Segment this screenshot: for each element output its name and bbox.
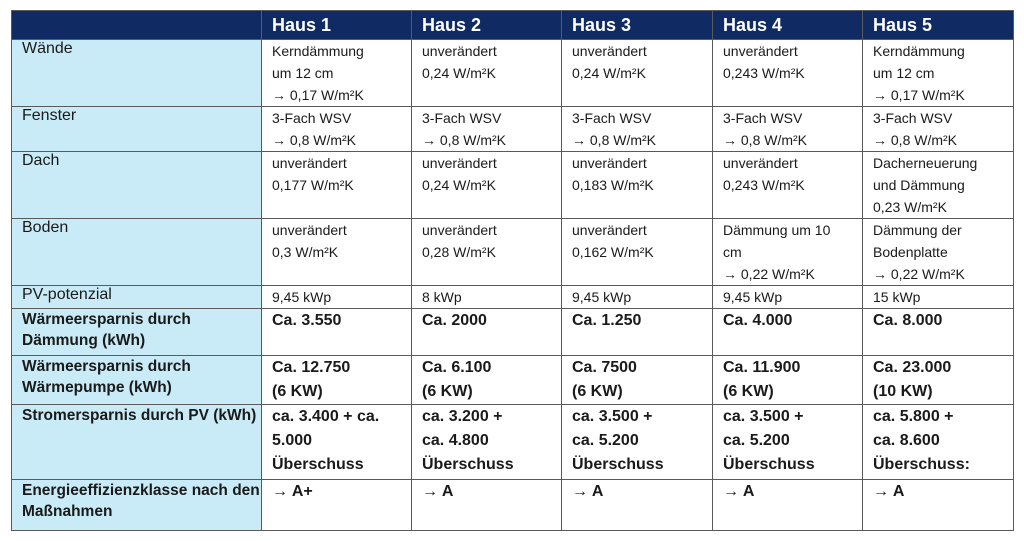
cell-line: 0,243 W/m²K — [723, 177, 805, 193]
cell-line: (6 KW) — [723, 383, 774, 400]
cell-line: unverändert — [723, 155, 798, 171]
cell-fenster-haus-2 — [412, 107, 562, 152]
cell-stromersparnis-pv-haus-3 — [562, 405, 713, 480]
cell-waende-haus-4 — [713, 40, 863, 107]
cell-line: 0,162 W/m²K — [572, 244, 654, 260]
cell-line: ca. 3.500 + — [572, 408, 653, 425]
cell-line: Überschuss — [422, 456, 514, 473]
header-haus-1: Haus 1 — [262, 11, 412, 40]
cell-dach-haus-5 — [863, 152, 1014, 219]
cell-waermeersparnis-waermepumpe-haus-2 — [412, 356, 562, 405]
house-comparison-table — [11, 10, 1014, 531]
header-haus-5: Haus 5 — [863, 11, 1014, 40]
row-label-waermeersparnis-waermepumpe: Wärmeersparnis durch Wärmepumpe (kWh) — [12, 356, 262, 405]
cell-line: 3-Fach WSV — [873, 110, 953, 126]
cell-line: Ca. 8.000 — [873, 312, 943, 329]
cell-waermeersparnis-daemmung-haus-3 — [562, 309, 713, 356]
cell-line: → 0,22 W/m²K — [873, 266, 965, 282]
row-label-waende: Wände — [12, 40, 262, 107]
cell-line: Ca. 23.000 — [873, 359, 952, 376]
cell-line: 9,45 kWp — [723, 289, 783, 305]
row-waermeersparnis-daemmung — [12, 309, 1014, 356]
cell-stromersparnis-pv-haus-4 — [713, 405, 863, 480]
cell-waermeersparnis-waermepumpe-haus-5 — [863, 356, 1014, 405]
cell-line: 0,24 W/m²K — [572, 65, 646, 81]
cell-waermeersparnis-daemmung-haus-5 — [863, 309, 1014, 356]
cell-line: Überschuss — [272, 456, 364, 473]
cell-line: Ca. 11.900 — [723, 359, 801, 376]
cell-line: → 0,8 W/m²K — [572, 132, 657, 148]
cell-line: Dämmung um 10 — [723, 222, 831, 238]
cell-line: 3-Fach WSV — [572, 110, 652, 126]
cell-line: → A — [422, 483, 454, 500]
cell-line: Dämmung der — [873, 222, 962, 238]
row-pv-potenzial — [12, 286, 1014, 309]
cell-line: Bodenplatte — [873, 244, 948, 260]
row-label-waermeersparnis-daemmung: Wärmeersparnis durch Dämmung (kWh) — [12, 309, 262, 356]
cell-stromersparnis-pv-haus-1 — [262, 405, 412, 480]
cell-dach-haus-4 — [713, 152, 863, 219]
cell-line: → 0,22 W/m²K — [723, 266, 815, 282]
cell-boden-haus-1 — [262, 219, 412, 286]
cell-waermeersparnis-waermepumpe-haus-3 — [562, 356, 713, 405]
row-dach — [12, 152, 1014, 219]
cell-line: Kerndämmung — [873, 43, 965, 59]
cell-line: (6 KW) — [572, 383, 623, 400]
cell-fenster-haus-5 — [863, 107, 1014, 152]
row-boden — [12, 219, 1014, 286]
cell-line: Ca. 3.550 — [272, 312, 342, 329]
cell-line: ca. 8.600 — [873, 432, 940, 449]
cell-line: 0,183 W/m²K — [572, 177, 654, 193]
row-label-stromersparnis-pv: Stromersparnis durch PV (kWh) — [12, 405, 262, 480]
cell-line: unverändert — [272, 155, 347, 171]
cell-line: 3-Fach WSV — [422, 110, 502, 126]
cell-line: unverändert — [422, 222, 497, 238]
cell-line: (10 KW) — [873, 383, 933, 400]
header-haus-4: Haus 4 — [713, 11, 863, 40]
cell-line: Ca. 7500 — [572, 359, 637, 376]
cell-stromersparnis-pv-haus-2 — [412, 405, 562, 480]
cell-line: um 12 cm — [873, 65, 935, 81]
cell-line: 0,243 W/m²K — [723, 65, 805, 81]
cell-line: Kerndämmung — [272, 43, 364, 59]
cell-waende-haus-3 — [562, 40, 713, 107]
cell-line: unverändert — [272, 222, 347, 238]
cell-line: → 0,8 W/m²K — [272, 132, 357, 148]
row-label-fenster: Fenster — [12, 107, 262, 152]
cell-waende-haus-5 — [863, 40, 1014, 107]
cell-boden-haus-3 — [562, 219, 713, 286]
row-label-boden: Boden — [12, 219, 262, 286]
cell-waende-haus-2 — [412, 40, 562, 107]
cell-line: cm — [723, 244, 742, 260]
cell-energieeffizienzklasse-haus-2 — [412, 480, 562, 531]
cell-line: Überschuss — [723, 456, 815, 473]
cell-boden-haus-2 — [412, 219, 562, 286]
cell-line: 15 kWp — [873, 289, 921, 305]
cell-energieeffizienzklasse-haus-4 — [713, 480, 863, 531]
header-row — [12, 11, 1014, 40]
cell-line: 9,45 kWp — [272, 289, 332, 305]
cell-line: 0,3 W/m²K — [272, 244, 339, 260]
cell-line: ca. 4.800 — [422, 432, 489, 449]
cell-dach-haus-1 — [262, 152, 412, 219]
row-stromersparnis-pv — [12, 405, 1014, 480]
cell-pv-potenzial-haus-5 — [863, 286, 1014, 309]
cell-line: Ca. 6.100 — [422, 359, 492, 376]
cell-line: unverändert — [422, 43, 497, 59]
cell-line: Ca. 2000 — [422, 312, 487, 329]
cell-line: → 0,17 W/m²K — [873, 87, 965, 103]
row-waende — [12, 40, 1014, 107]
row-label-pv-potenzial: PV-potenzial — [12, 286, 262, 309]
cell-line: und Dämmung — [873, 177, 965, 193]
cell-line: → 0,8 W/m²K — [873, 132, 958, 148]
cell-boden-haus-4 — [713, 219, 863, 286]
cell-line: Ca. 12.750 — [272, 359, 351, 376]
cell-line: → 0,17 W/m²K — [272, 87, 364, 103]
cell-waermeersparnis-daemmung-haus-2 — [412, 309, 562, 356]
cell-line: Überschuss: — [873, 456, 970, 473]
cell-dach-haus-3 — [562, 152, 713, 219]
cell-line: unverändert — [572, 43, 647, 59]
cell-line: ca. 3.400 + ca. — [272, 408, 380, 425]
cell-line: 0,24 W/m²K — [422, 65, 496, 81]
cell-fenster-haus-4 — [713, 107, 863, 152]
cell-energieeffizienzklasse-haus-5 — [863, 480, 1014, 531]
cell-pv-potenzial-haus-2 — [412, 286, 562, 309]
cell-line: 9,45 kWp — [572, 289, 632, 305]
header-haus-3: Haus 3 — [562, 11, 713, 40]
cell-line: 0,24 W/m²K — [422, 177, 496, 193]
cell-line: 3-Fach WSV — [272, 110, 352, 126]
cell-waermeersparnis-daemmung-haus-4 — [713, 309, 863, 356]
cell-waermeersparnis-waermepumpe-haus-1 — [262, 356, 412, 405]
cell-line: Dacherneuerung — [873, 155, 978, 171]
row-label-dach: Dach — [12, 152, 262, 219]
row-fenster — [12, 107, 1014, 152]
cell-line: 5.000 — [272, 432, 313, 449]
cell-line: (6 KW) — [272, 383, 323, 400]
cell-line: ca. 5.800 + — [873, 408, 954, 425]
cell-fenster-haus-1 — [262, 107, 412, 152]
cell-line: 3-Fach WSV — [723, 110, 803, 126]
cell-boden-haus-5 — [863, 219, 1014, 286]
cell-line: → A — [572, 483, 604, 500]
cell-line: 8 kWp — [422, 289, 462, 305]
cell-line: ca. 3.500 + — [723, 408, 804, 425]
cell-waende-haus-1 — [262, 40, 412, 107]
cell-line: unverändert — [572, 155, 647, 171]
cell-line: → 0,8 W/m²K — [723, 132, 808, 148]
cell-pv-potenzial-haus-3 — [562, 286, 713, 309]
cell-line: (6 KW) — [422, 383, 473, 400]
row-energieeffizienzklasse — [12, 480, 1014, 531]
cell-line: → A — [873, 483, 905, 500]
cell-line: ca. 5.200 — [572, 432, 639, 449]
row-label-energieeffizienzklasse: Energieeffizienzklasse nach den Maßnahmen — [12, 480, 262, 531]
cell-line: unverändert — [723, 43, 798, 59]
cell-energieeffizienzklasse-haus-1 — [262, 480, 412, 531]
row-waermeersparnis-waermepumpe — [12, 356, 1014, 405]
cell-line: unverändert — [572, 222, 647, 238]
cell-line: → A — [723, 483, 755, 500]
cell-line: ca. 5.200 — [723, 432, 790, 449]
header-corner — [12, 11, 262, 40]
cell-line: Ca. 1.250 — [572, 312, 642, 329]
cell-line: Überschuss — [572, 456, 664, 473]
cell-energieeffizienzklasse-haus-3 — [562, 480, 713, 531]
cell-fenster-haus-3 — [562, 107, 713, 152]
cell-stromersparnis-pv-haus-5 — [863, 405, 1014, 480]
cell-line: 0,177 W/m²K — [272, 177, 354, 193]
cell-waermeersparnis-waermepumpe-haus-4 — [713, 356, 863, 405]
cell-line: → A+ — [272, 483, 313, 500]
cell-line: → 0,8 W/m²K — [422, 132, 507, 148]
cell-line: um 12 cm — [272, 65, 334, 81]
cell-line: ca. 3.200 + — [422, 408, 503, 425]
cell-line: 0,23 W/m²K — [873, 199, 947, 215]
cell-line: unverändert — [422, 155, 497, 171]
cell-line: Ca. 4.000 — [723, 312, 793, 329]
cell-dach-haus-2 — [412, 152, 562, 219]
cell-waermeersparnis-daemmung-haus-1 — [262, 309, 412, 356]
cell-pv-potenzial-haus-1 — [262, 286, 412, 309]
cell-pv-potenzial-haus-4 — [713, 286, 863, 309]
header-haus-2: Haus 2 — [412, 11, 562, 40]
comparison-table-wrapper — [11, 10, 1014, 531]
cell-line: 0,28 W/m²K — [422, 244, 496, 260]
